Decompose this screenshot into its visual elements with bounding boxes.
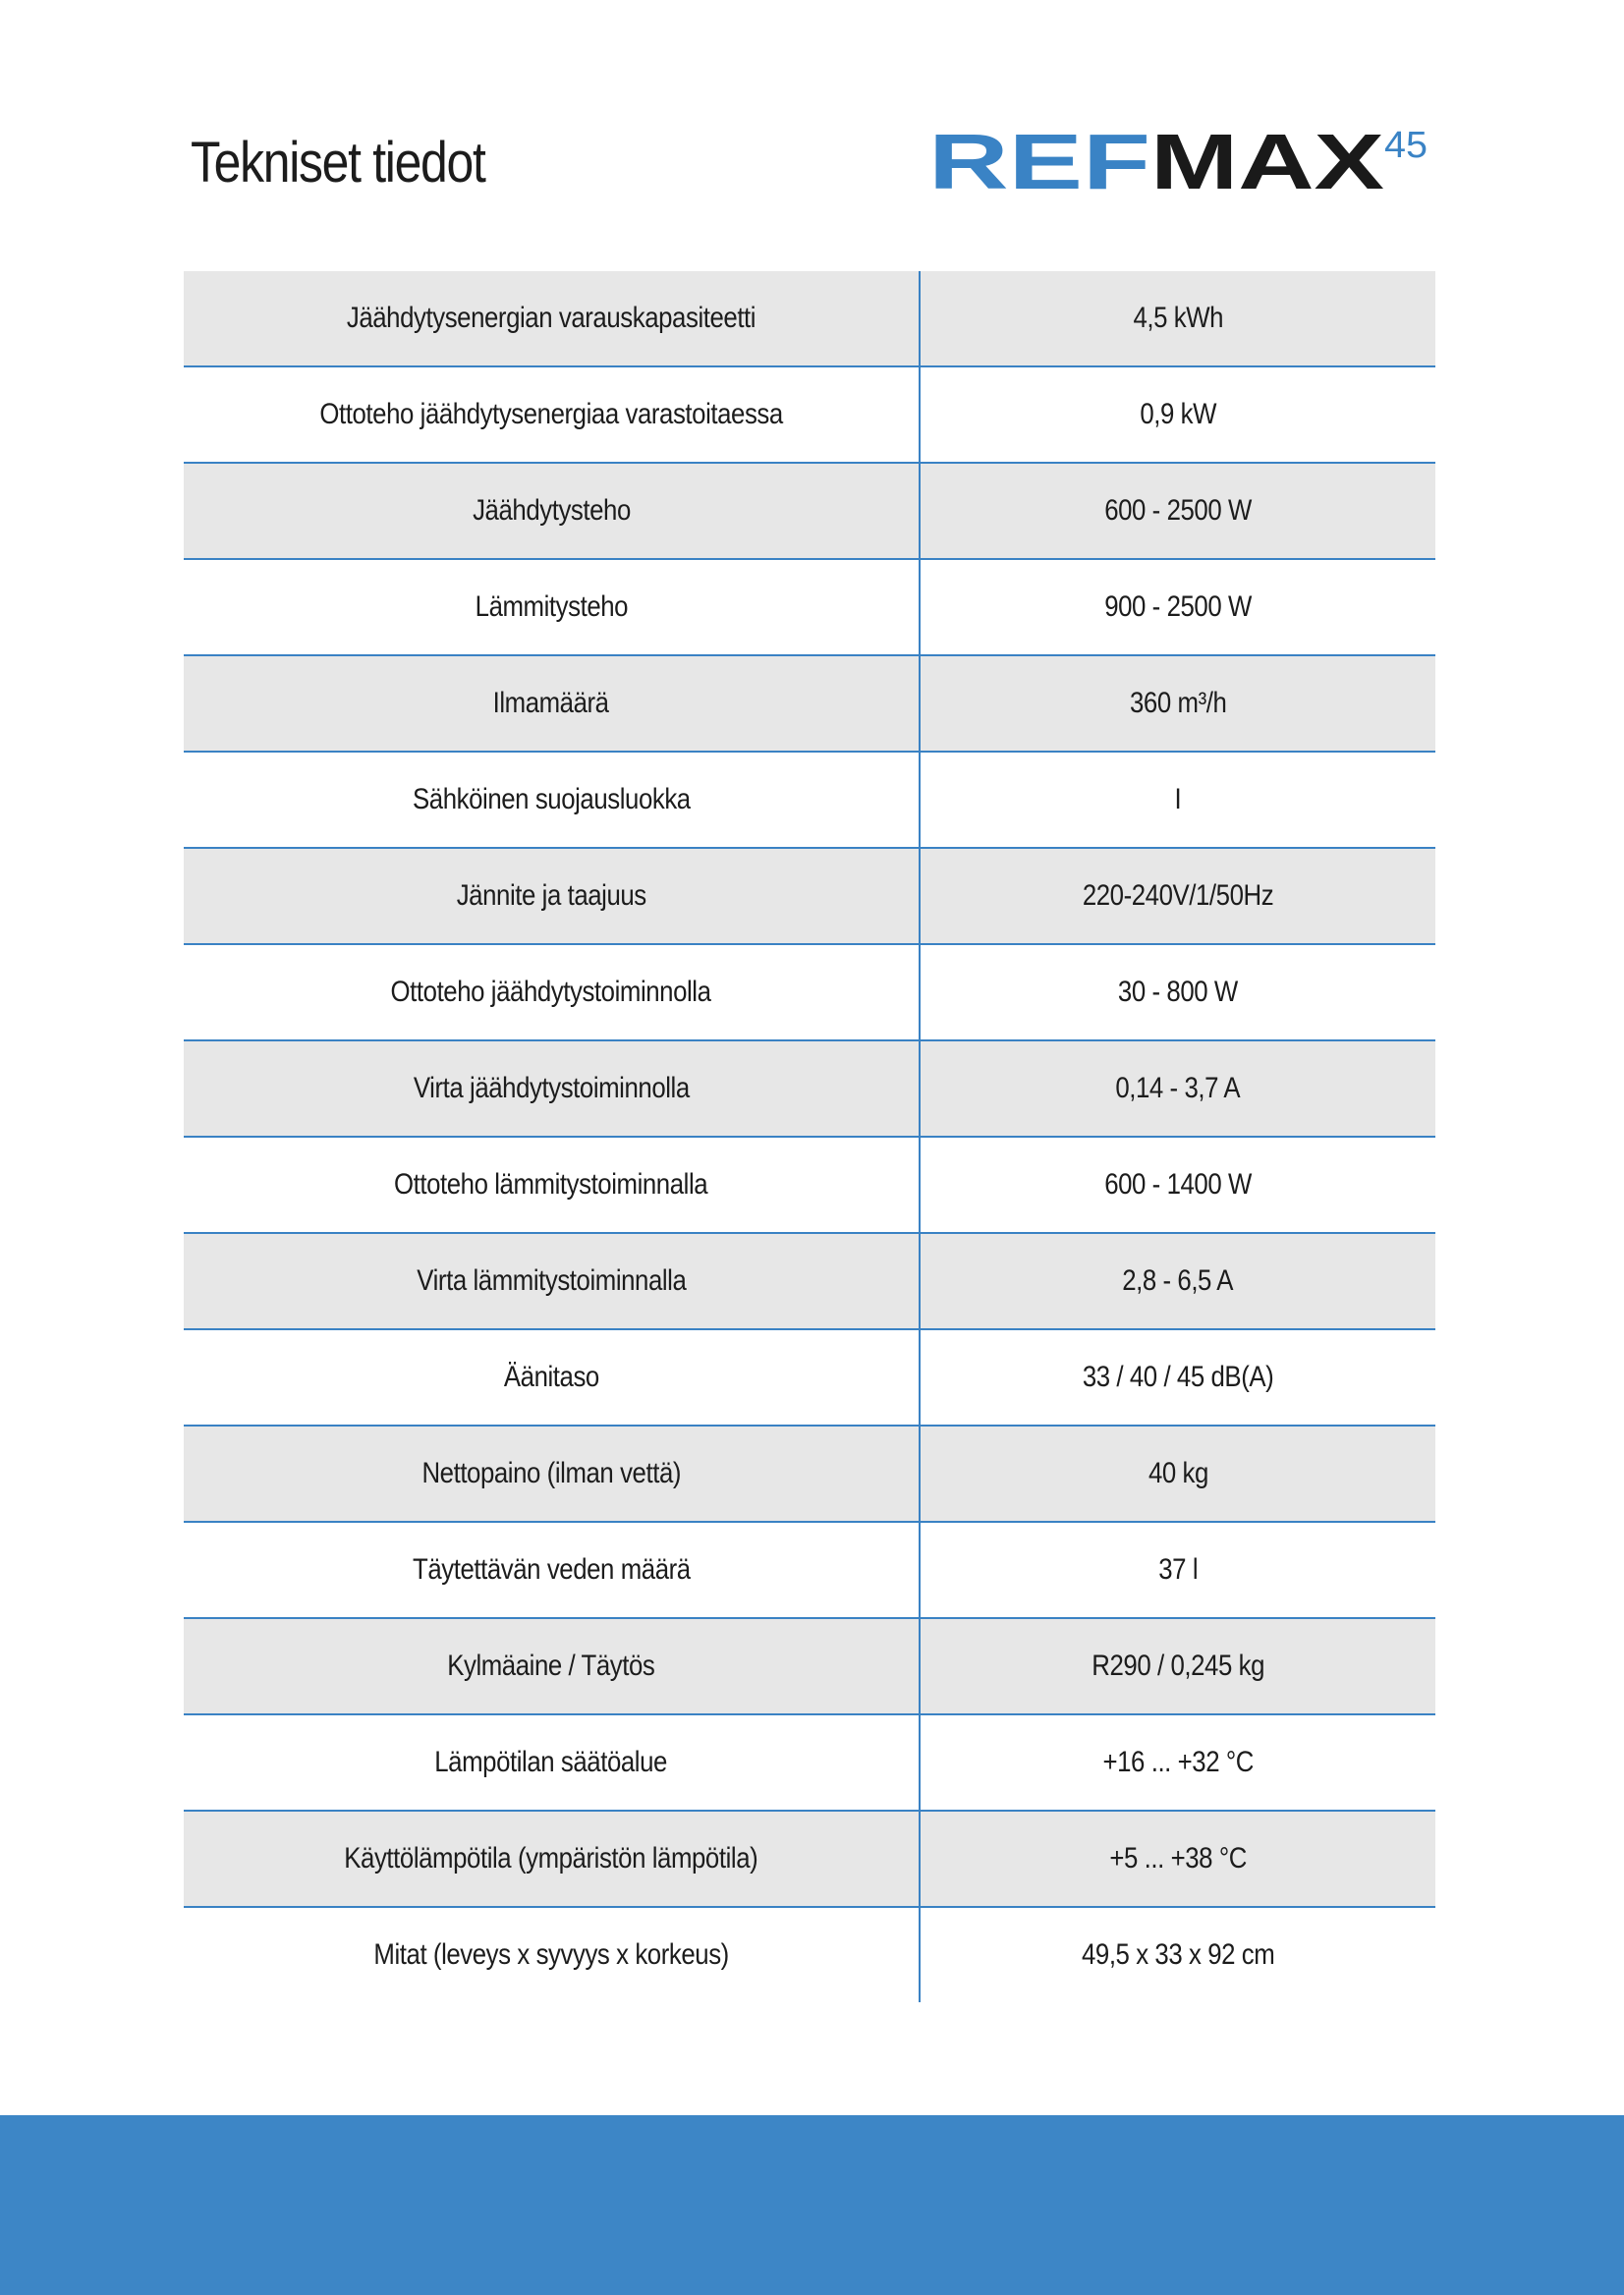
spec-label: Virta jäähdytystoiminnolla (413, 1072, 690, 1104)
spec-label: Jännite ja taajuus (456, 879, 646, 912)
spec-value-cell (921, 1715, 1435, 1810)
spec-label-cell (184, 1330, 921, 1425)
spec-label-cell (184, 656, 921, 751)
spec-value-cell (921, 1812, 1435, 1906)
spec-value-cell (921, 271, 1435, 365)
spec-label: Ottoteho jäähdytystoiminnolla (391, 976, 711, 1008)
spec-label-cell (184, 1908, 921, 2002)
table-row (184, 1138, 1435, 1234)
spec-label: Lämmitysteho (475, 590, 628, 623)
spec-label-cell (184, 367, 921, 462)
spec-value-cell (921, 656, 1435, 751)
table-row (184, 945, 1435, 1041)
spec-value: I (1174, 783, 1182, 815)
page-title: Tekniset tiedot (191, 131, 485, 195)
spec-value-cell (921, 1908, 1435, 2002)
spec-label-cell (184, 464, 921, 558)
spec-value: +16 ... +32 °C (1102, 1746, 1254, 1778)
spec-label: Ottoteho jäähdytysenergiaa varastoitaessa (319, 398, 783, 430)
spec-value: 360 m³/h (1129, 687, 1227, 719)
spec-value-cell (921, 1138, 1435, 1232)
spec-value-cell (921, 945, 1435, 1039)
spec-value: 30 - 800 W (1118, 976, 1238, 1008)
spec-label-cell (184, 1523, 921, 1617)
table-row (184, 1330, 1435, 1427)
logo-text-ref: REF (928, 118, 1150, 205)
spec-value-cell (921, 1041, 1435, 1136)
spec-value-cell (921, 1523, 1435, 1617)
spec-label-cell (184, 1138, 921, 1232)
spec-value-cell (921, 1330, 1435, 1425)
spec-value: 4,5 kWh (1133, 302, 1223, 334)
table-row (184, 271, 1435, 367)
spec-value: +5 ... +38 °C (1109, 1842, 1247, 1875)
spec-value: 33 / 40 / 45 dB(A) (1082, 1361, 1274, 1393)
spec-value-cell (921, 367, 1435, 462)
spec-value-cell (921, 849, 1435, 943)
spec-value: 600 - 2500 W (1104, 494, 1252, 527)
logo-text-max: MAX (1150, 118, 1384, 205)
spec-label: Jäähdytysenergian varauskapasiteetti (346, 302, 756, 334)
spec-value: 220-240V/1/50Hz (1082, 879, 1274, 912)
spec-label-cell (184, 1427, 921, 1521)
spec-label: Mitat (leveys x syvyys x korkeus) (373, 1938, 729, 1971)
table-row (184, 1041, 1435, 1138)
spec-label: Nettopaino (ilman vettä) (421, 1457, 681, 1489)
spec-label: Lämpötilan säätöalue (434, 1746, 668, 1778)
spec-label-cell (184, 1234, 921, 1328)
table-row (184, 1619, 1435, 1715)
refmax-logo (928, 118, 1439, 205)
spec-value: R290 / 0,245 kg (1092, 1650, 1264, 1682)
spec-value: 0,14 - 3,7 A (1115, 1072, 1241, 1104)
spec-label: Täytettävän veden määrä (412, 1553, 691, 1586)
table-row (184, 560, 1435, 656)
table-row (184, 1908, 1435, 2002)
spec-value: 2,8 - 6,5 A (1122, 1264, 1234, 1297)
spec-value-cell (921, 1427, 1435, 1521)
spec-label-cell (184, 849, 921, 943)
spec-value: 600 - 1400 W (1104, 1168, 1252, 1201)
table-row (184, 656, 1435, 753)
spec-label: Ottoteho lämmitystoiminnalla (394, 1168, 708, 1201)
table-row (184, 1523, 1435, 1619)
spec-label: Kylmäaine / Täytös (447, 1650, 655, 1682)
table-row (184, 367, 1435, 464)
table-row (184, 849, 1435, 945)
spec-label-cell (184, 1041, 921, 1136)
spec-label-cell (184, 560, 921, 654)
spec-value-cell (921, 560, 1435, 654)
spec-label: Ilmamäärä (492, 687, 610, 719)
table-row (184, 1715, 1435, 1812)
spec-value-cell (921, 464, 1435, 558)
spec-value: 49,5 x 33 x 92 cm (1081, 1938, 1275, 1971)
spec-label-cell (184, 1715, 921, 1810)
spec-value-cell (921, 1234, 1435, 1328)
table-row (184, 1812, 1435, 1908)
table-row (184, 1427, 1435, 1523)
spec-value: 0,9 kW (1140, 398, 1216, 430)
spec-label-cell (184, 271, 921, 365)
spec-label-cell (184, 1812, 921, 1906)
footer-band (0, 2115, 1624, 2295)
spec-label: Jäähdytysteho (472, 494, 631, 527)
table-row (184, 464, 1435, 560)
logo-superscript: 45 (1384, 125, 1428, 166)
spec-value: 900 - 2500 W (1104, 590, 1252, 623)
spec-table (184, 271, 1435, 2002)
spec-value: 40 kg (1148, 1457, 1208, 1489)
table-row (184, 1234, 1435, 1330)
spec-value-cell (921, 753, 1435, 847)
spec-label-cell (184, 945, 921, 1039)
spec-label: Sähköinen suojausluokka (412, 783, 691, 815)
spec-label: Virta lämmitystoiminnalla (416, 1264, 687, 1297)
spec-value: 37 l (1158, 1553, 1198, 1586)
spec-value-cell (921, 1619, 1435, 1713)
spec-label: Käyttölämpötila (ympäristön lämpötila) (344, 1842, 758, 1875)
spec-label-cell (184, 1619, 921, 1713)
spec-label-cell (184, 753, 921, 847)
table-row (184, 753, 1435, 849)
spec-label: Äänitaso (503, 1361, 599, 1393)
